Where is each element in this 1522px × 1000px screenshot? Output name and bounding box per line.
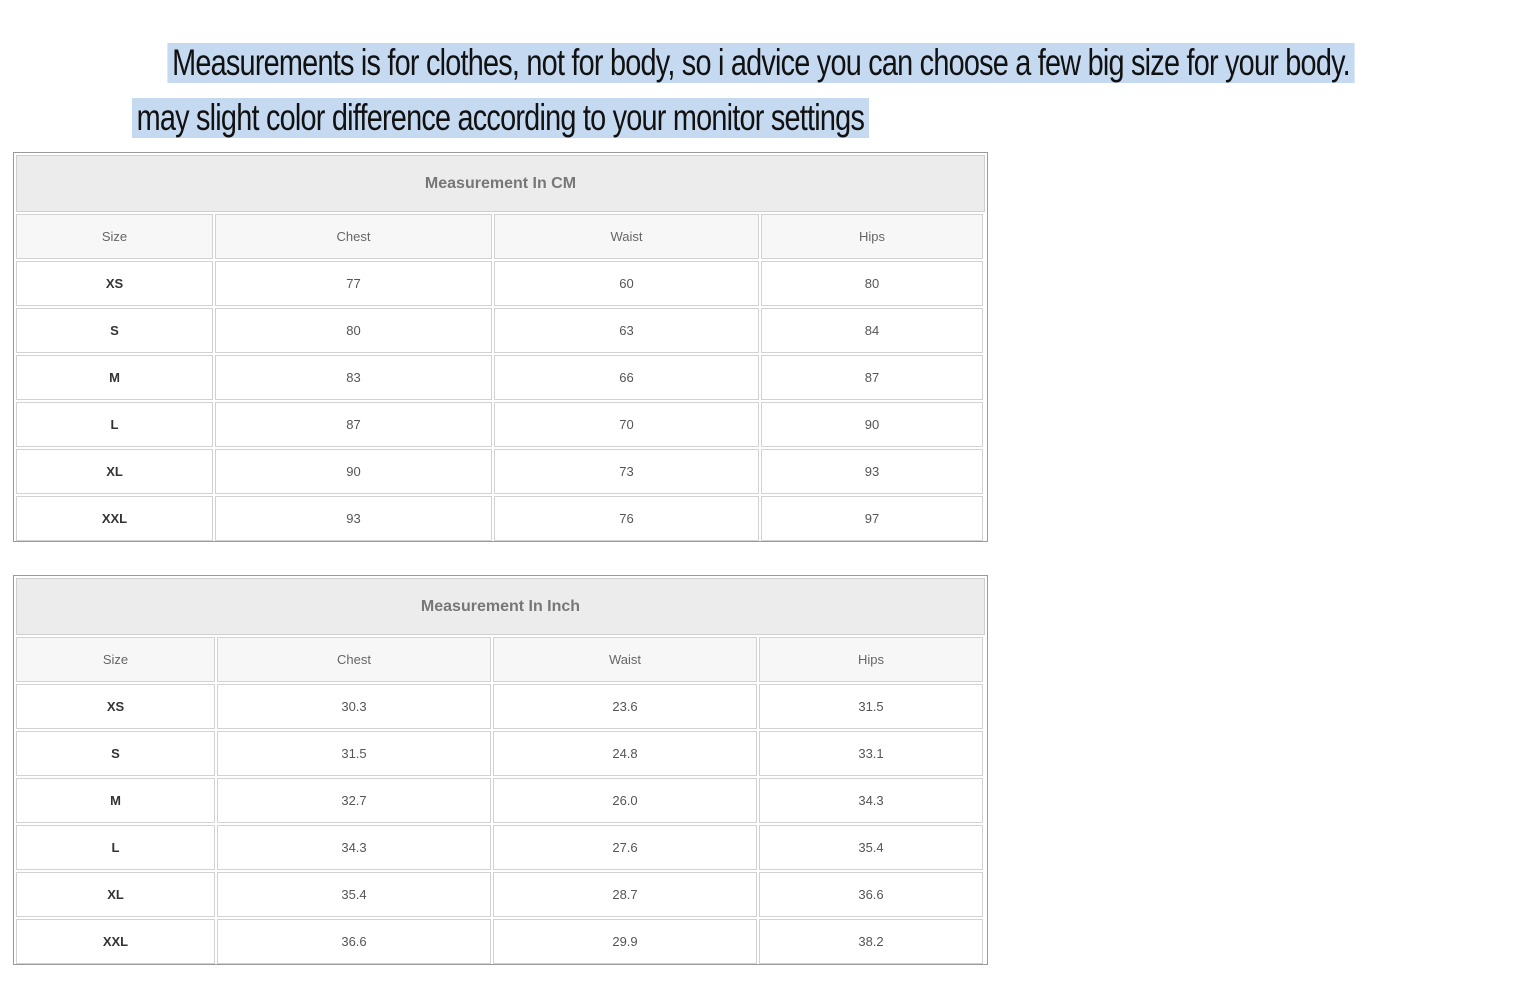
table-row bbox=[15, 260, 986, 307]
hips-cell: 87 bbox=[761, 355, 983, 400]
waist-cell: 29.9 bbox=[493, 919, 757, 964]
table-header-row bbox=[15, 636, 986, 683]
chest-cell: 36.6 bbox=[217, 919, 491, 964]
header-size: Size bbox=[16, 637, 215, 682]
table-row bbox=[15, 683, 986, 730]
table-row bbox=[15, 730, 986, 777]
waist-cell: 28.7 bbox=[493, 872, 757, 917]
chest-cell: 87 bbox=[215, 402, 492, 447]
table-row bbox=[15, 918, 986, 965]
header-hips: Hips bbox=[759, 637, 983, 682]
hips-cell: 35.4 bbox=[759, 825, 983, 870]
measurement-table-inch bbox=[13, 575, 988, 965]
size-cell: XXL bbox=[16, 919, 215, 964]
table-title-inch: Measurement In Inch bbox=[16, 578, 985, 635]
size-notice-line-2 bbox=[0, 98, 1000, 138]
hips-cell: 80 bbox=[761, 261, 983, 306]
chest-cell: 30.3 bbox=[217, 684, 491, 729]
waist-cell: 24.8 bbox=[493, 731, 757, 776]
table-title-cm: Measurement In CM bbox=[16, 155, 985, 212]
header-hips: Hips bbox=[761, 214, 983, 259]
hips-cell: 36.6 bbox=[759, 872, 983, 917]
size-cell: L bbox=[16, 825, 215, 870]
table-row bbox=[15, 448, 986, 495]
header-waist: Waist bbox=[493, 637, 757, 682]
size-cell: XL bbox=[16, 449, 213, 494]
size-cell: XXL bbox=[16, 496, 213, 541]
table-row bbox=[15, 307, 986, 354]
hips-cell: 93 bbox=[761, 449, 983, 494]
hips-cell: 84 bbox=[761, 308, 983, 353]
table-header-row bbox=[15, 213, 986, 260]
table-row bbox=[15, 871, 986, 918]
table-row bbox=[15, 495, 986, 542]
hips-cell: 34.3 bbox=[759, 778, 983, 823]
waist-cell: 70 bbox=[494, 402, 759, 447]
header-chest: Chest bbox=[217, 637, 491, 682]
waist-cell: 73 bbox=[494, 449, 759, 494]
size-cell: XS bbox=[16, 261, 213, 306]
measurement-table-cm bbox=[13, 152, 988, 542]
chest-cell: 35.4 bbox=[217, 872, 491, 917]
table-row bbox=[15, 824, 986, 871]
header-size: Size bbox=[16, 214, 213, 259]
chest-cell: 32.7 bbox=[217, 778, 491, 823]
size-cell: M bbox=[16, 778, 215, 823]
size-cell: XS bbox=[16, 684, 215, 729]
size-cell: XL bbox=[16, 872, 215, 917]
size-cell: L bbox=[16, 402, 213, 447]
hips-cell: 90 bbox=[761, 402, 983, 447]
size-notice-line-1 bbox=[0, 42, 1350, 83]
chest-cell: 93 bbox=[215, 496, 492, 541]
chest-cell: 83 bbox=[215, 355, 492, 400]
chest-cell: 77 bbox=[215, 261, 492, 306]
header-chest: Chest bbox=[215, 214, 492, 259]
header-waist: Waist bbox=[494, 214, 759, 259]
hips-cell: 33.1 bbox=[759, 731, 983, 776]
hips-cell: 31.5 bbox=[759, 684, 983, 729]
waist-cell: 60 bbox=[494, 261, 759, 306]
size-notice-text-2: may slight color difference according to your monitor settings bbox=[132, 98, 869, 138]
chest-cell: 90 bbox=[215, 449, 492, 494]
chest-cell: 80 bbox=[215, 308, 492, 353]
waist-cell: 26.0 bbox=[493, 778, 757, 823]
table-row bbox=[15, 401, 986, 448]
table-row bbox=[15, 354, 986, 401]
waist-cell: 63 bbox=[494, 308, 759, 353]
size-cell: M bbox=[16, 355, 213, 400]
waist-cell: 23.6 bbox=[493, 684, 757, 729]
chest-cell: 34.3 bbox=[217, 825, 491, 870]
size-cell: S bbox=[16, 308, 213, 353]
table-row bbox=[15, 777, 986, 824]
waist-cell: 76 bbox=[494, 496, 759, 541]
size-cell: S bbox=[16, 731, 215, 776]
hips-cell: 38.2 bbox=[759, 919, 983, 964]
waist-cell: 27.6 bbox=[493, 825, 757, 870]
chest-cell: 31.5 bbox=[217, 731, 491, 776]
size-notice-text-1: Measurements is for clothes, not for body, so i advice you can choose a few big size for your body. bbox=[167, 43, 1354, 83]
waist-cell: 66 bbox=[494, 355, 759, 400]
hips-cell: 97 bbox=[761, 496, 983, 541]
